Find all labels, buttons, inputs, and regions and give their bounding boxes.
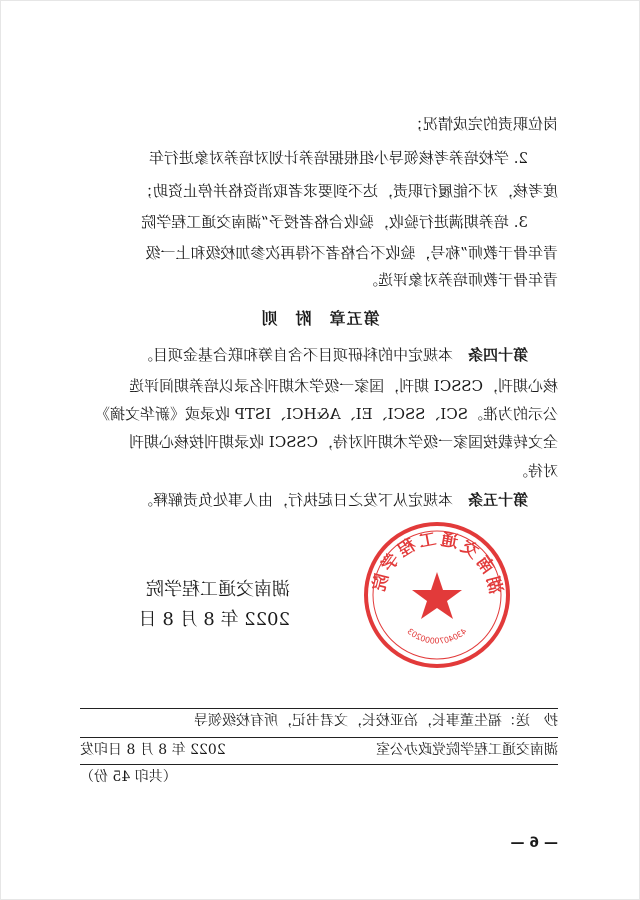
body-line-3: 度考核，对不能履行职责，达不到要求者取消资格并停止资助； (137, 182, 558, 200)
article-14-line-3: 公示的为准。SCI、SSCI、EI、A&HCI、ISTP 收录或《新华文摘》 (95, 405, 558, 423)
body-line-2: 2. 学校培养考核领导小组根据培养计划对培养对象进行年 (148, 149, 558, 167)
article-14-line-2: 核心期刊，CSSCI 期刊，国家一级学术期刊名录以培养期间评选 (129, 377, 558, 395)
article-14-first-line (78, 345, 558, 365)
body-line-5: 青年骨干教师”称号，验收不合格者不得再次参加校级和上一级 (145, 244, 558, 262)
body-line-6: 青年骨干教师培养对象评选。 (362, 271, 558, 289)
signature-date: 2022 年 8 月 8 日 (138, 609, 290, 630)
article-14-line-4: 全文转载按国家一级学术期刊对待，CSSCI 收录期刊按核心期刊 (129, 433, 558, 451)
footer-bottom-rule (80, 764, 558, 765)
article-15-label: 第十五条 (467, 491, 528, 509)
signature-org: 湖南交通工程学院 (146, 579, 290, 600)
chapter-title: 第五章 附 则 (260, 309, 380, 328)
signature-block (60, 575, 290, 635)
body-line-4: 3. 培养期满进行验收，验收合格者授予“湖南交通工程学院 (141, 213, 558, 231)
footer-print-date: 2022 年 8 月 8 日印发 (80, 742, 226, 758)
footer-middle-rule (80, 737, 558, 738)
article-14-line-5: 对待。 (512, 462, 558, 480)
article-14-label: 第十四条 (467, 346, 528, 364)
article-14-text: 本规定中的科研项目不含自筹和联合基金项目。 (137, 346, 453, 364)
footer-cc-label: 抄 送： (502, 713, 558, 729)
official-seal (362, 520, 512, 670)
article-15-line (78, 490, 558, 510)
seal-ring-text: 湖南交通工程学院 (368, 529, 506, 596)
seal-star-icon (412, 572, 462, 619)
page-number: — 6 — (510, 835, 558, 851)
seal-code: 4304070000203 (405, 626, 469, 646)
footer-issuer-row (80, 741, 558, 759)
footer-cc-text: 福生董事长，冶亚校长，文君书记，所有校级领导 (194, 713, 502, 729)
svg-text:4304070000203 (405, 627, 468, 646)
footer-top-rule (80, 708, 558, 709)
body-line-1: 岗位职责的完成情况； (407, 115, 558, 133)
footer-cc (80, 712, 558, 730)
footer-copies: （共印 45 份） (80, 769, 177, 785)
article-15-text: 本规定从下发之日起执行，由人事处负责解释。 (137, 491, 453, 509)
footer-issuer: 湖南交通工程学院党政办公室 (376, 742, 558, 758)
